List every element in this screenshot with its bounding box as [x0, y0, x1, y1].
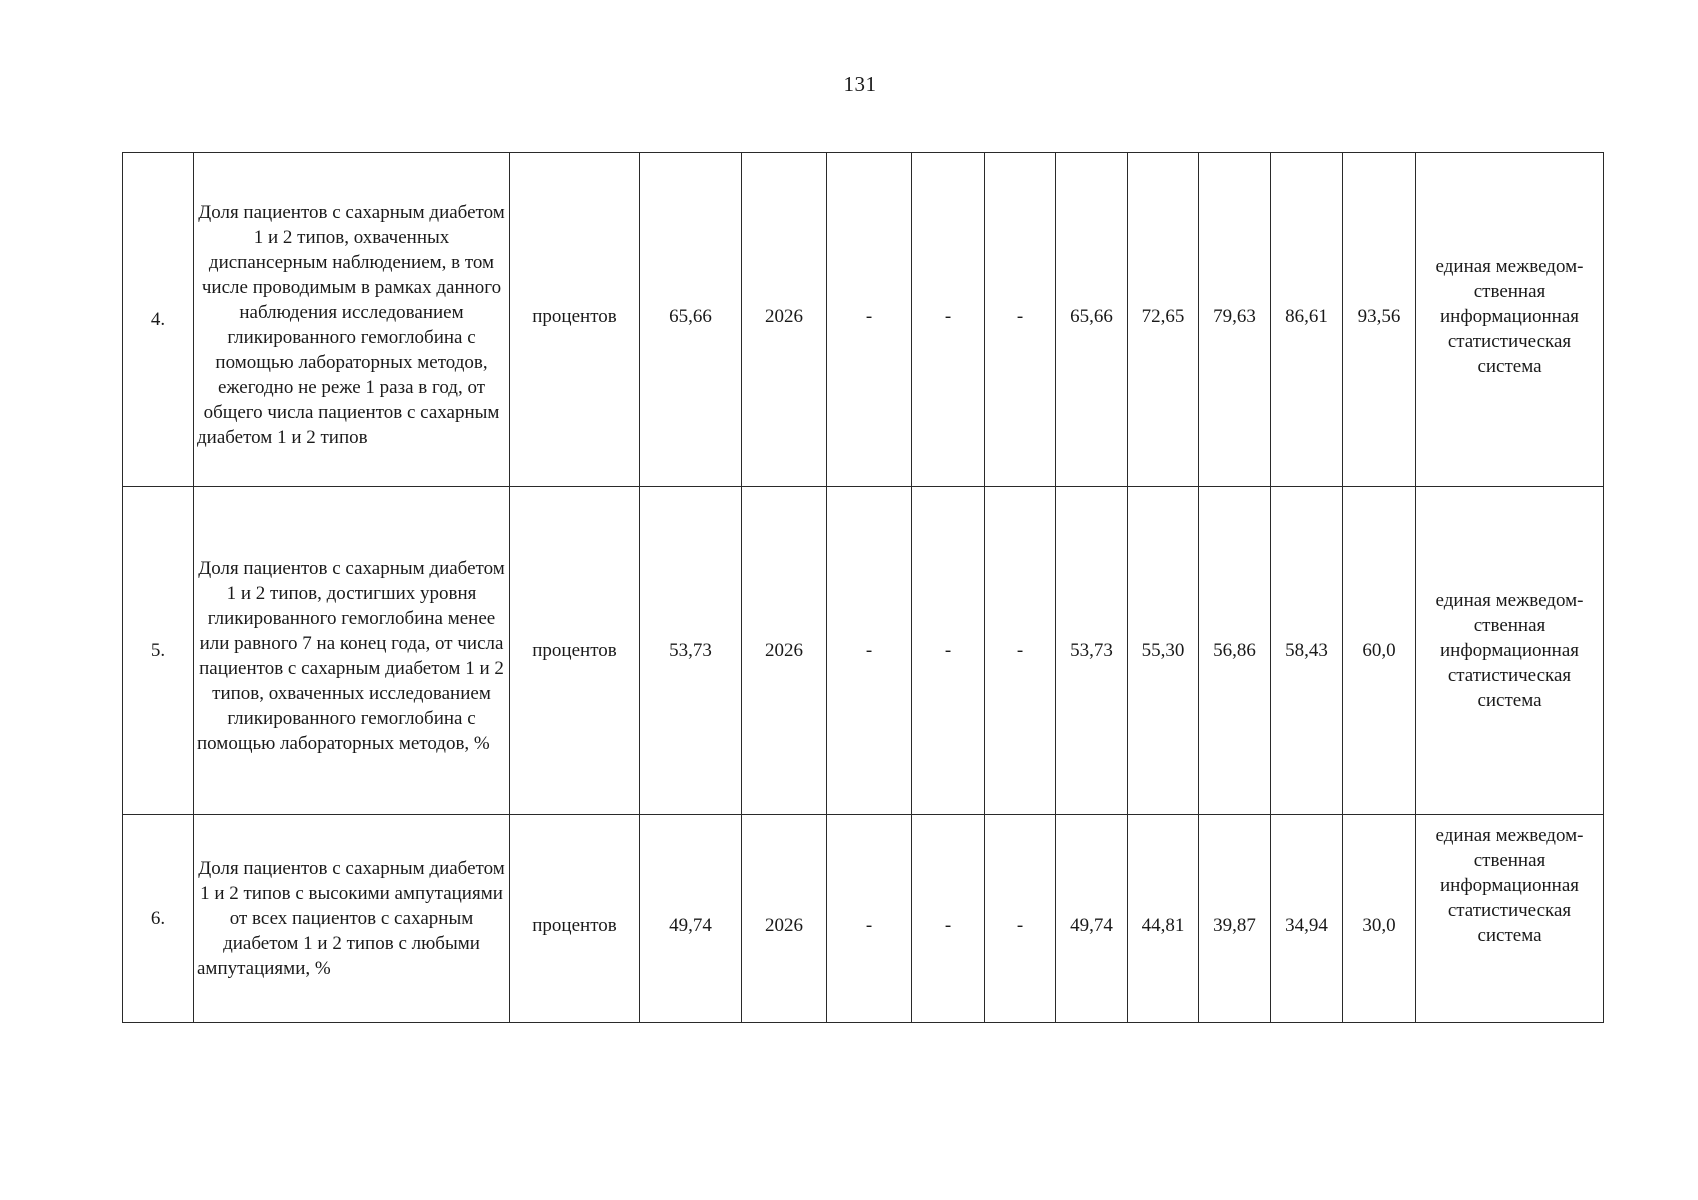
value-cell: 65,66 — [1056, 153, 1128, 487]
indicator-name: Доля пациентов с сахарным диабетом 1 и 2 типов, достигших уровня гликированного гемоглобина менее или равного 7 на конец года, от числа пациентов с сахарным диабетом 1 и 2 типов, охваченных исследованием гликированного гемоглобина с помощью лабораторных методов, % — [194, 487, 510, 815]
value-cell: 55,30 — [1128, 487, 1199, 815]
value-cell: 58,43 — [1271, 487, 1343, 815]
value-cell: 49,74 — [1056, 815, 1128, 1023]
table-row — [123, 487, 1604, 815]
unit-cell: процентов — [510, 153, 640, 487]
value-cell: 86,61 — [1271, 153, 1343, 487]
value-cell: 34,94 — [1271, 815, 1343, 1023]
base-year-cell: 2026 — [742, 815, 827, 1023]
indicator-name: Доля пациентов с сахарным диабетом 1 и 2 типов с высокими ампутациями от всех пациентов с сахарным диабетом 1 и 2 типов с любыми ампутациями, % — [194, 815, 510, 1023]
value-cell: - — [827, 153, 912, 487]
value-cell: - — [985, 153, 1056, 487]
source-cell: единая межведом-ственная информационная статистическая система — [1416, 153, 1604, 487]
base-value-cell: 65,66 — [640, 153, 742, 487]
base-value-cell: 53,73 — [640, 487, 742, 815]
base-year-cell: 2026 — [742, 153, 827, 487]
value-cell: 79,63 — [1199, 153, 1271, 487]
value-cell: 30,0 — [1343, 815, 1416, 1023]
value-cell: 44,81 — [1128, 815, 1199, 1023]
unit-cell: процентов — [510, 487, 640, 815]
indicators-table — [122, 152, 1604, 1023]
value-cell: 56,86 — [1199, 487, 1271, 815]
row-number: 4. — [123, 153, 194, 487]
value-cell: - — [827, 815, 912, 1023]
source-cell: единая межведом-ственная информационная статистическая система — [1416, 487, 1604, 815]
value-cell: 72,65 — [1128, 153, 1199, 487]
value-cell: - — [827, 487, 912, 815]
value-cell: 39,87 — [1199, 815, 1271, 1023]
table-row — [123, 815, 1604, 1023]
value-cell: 60,0 — [1343, 487, 1416, 815]
table-row — [123, 153, 1604, 487]
value-cell: 93,56 — [1343, 153, 1416, 487]
page-number: 131 — [843, 72, 877, 96]
row-number: 5. — [123, 487, 194, 815]
row-number: 6. — [123, 815, 194, 1023]
indicator-name: Доля пациентов с сахарным диабетом 1 и 2 типов, охваченных диспансерным наблюдением, в том числе проводимым в рамках данного наблюдения исследованием гликированного гемоглобина с помощью лабораторных методов, ежегодно не реже 1 раза в год, от общего числа пациентов с сахарным диабетом 1 и 2 типов — [194, 153, 510, 487]
value-cell: 53,73 — [1056, 487, 1128, 815]
value-cell: - — [912, 815, 985, 1023]
value-cell: - — [985, 487, 1056, 815]
source-cell: единая межведом-ственная информационная статистическая система — [1416, 815, 1604, 1023]
unit-cell: процентов — [510, 815, 640, 1023]
value-cell: - — [985, 815, 1056, 1023]
value-cell: - — [912, 487, 985, 815]
value-cell: - — [912, 153, 985, 487]
base-value-cell: 49,74 — [640, 815, 742, 1023]
base-year-cell: 2026 — [742, 487, 827, 815]
